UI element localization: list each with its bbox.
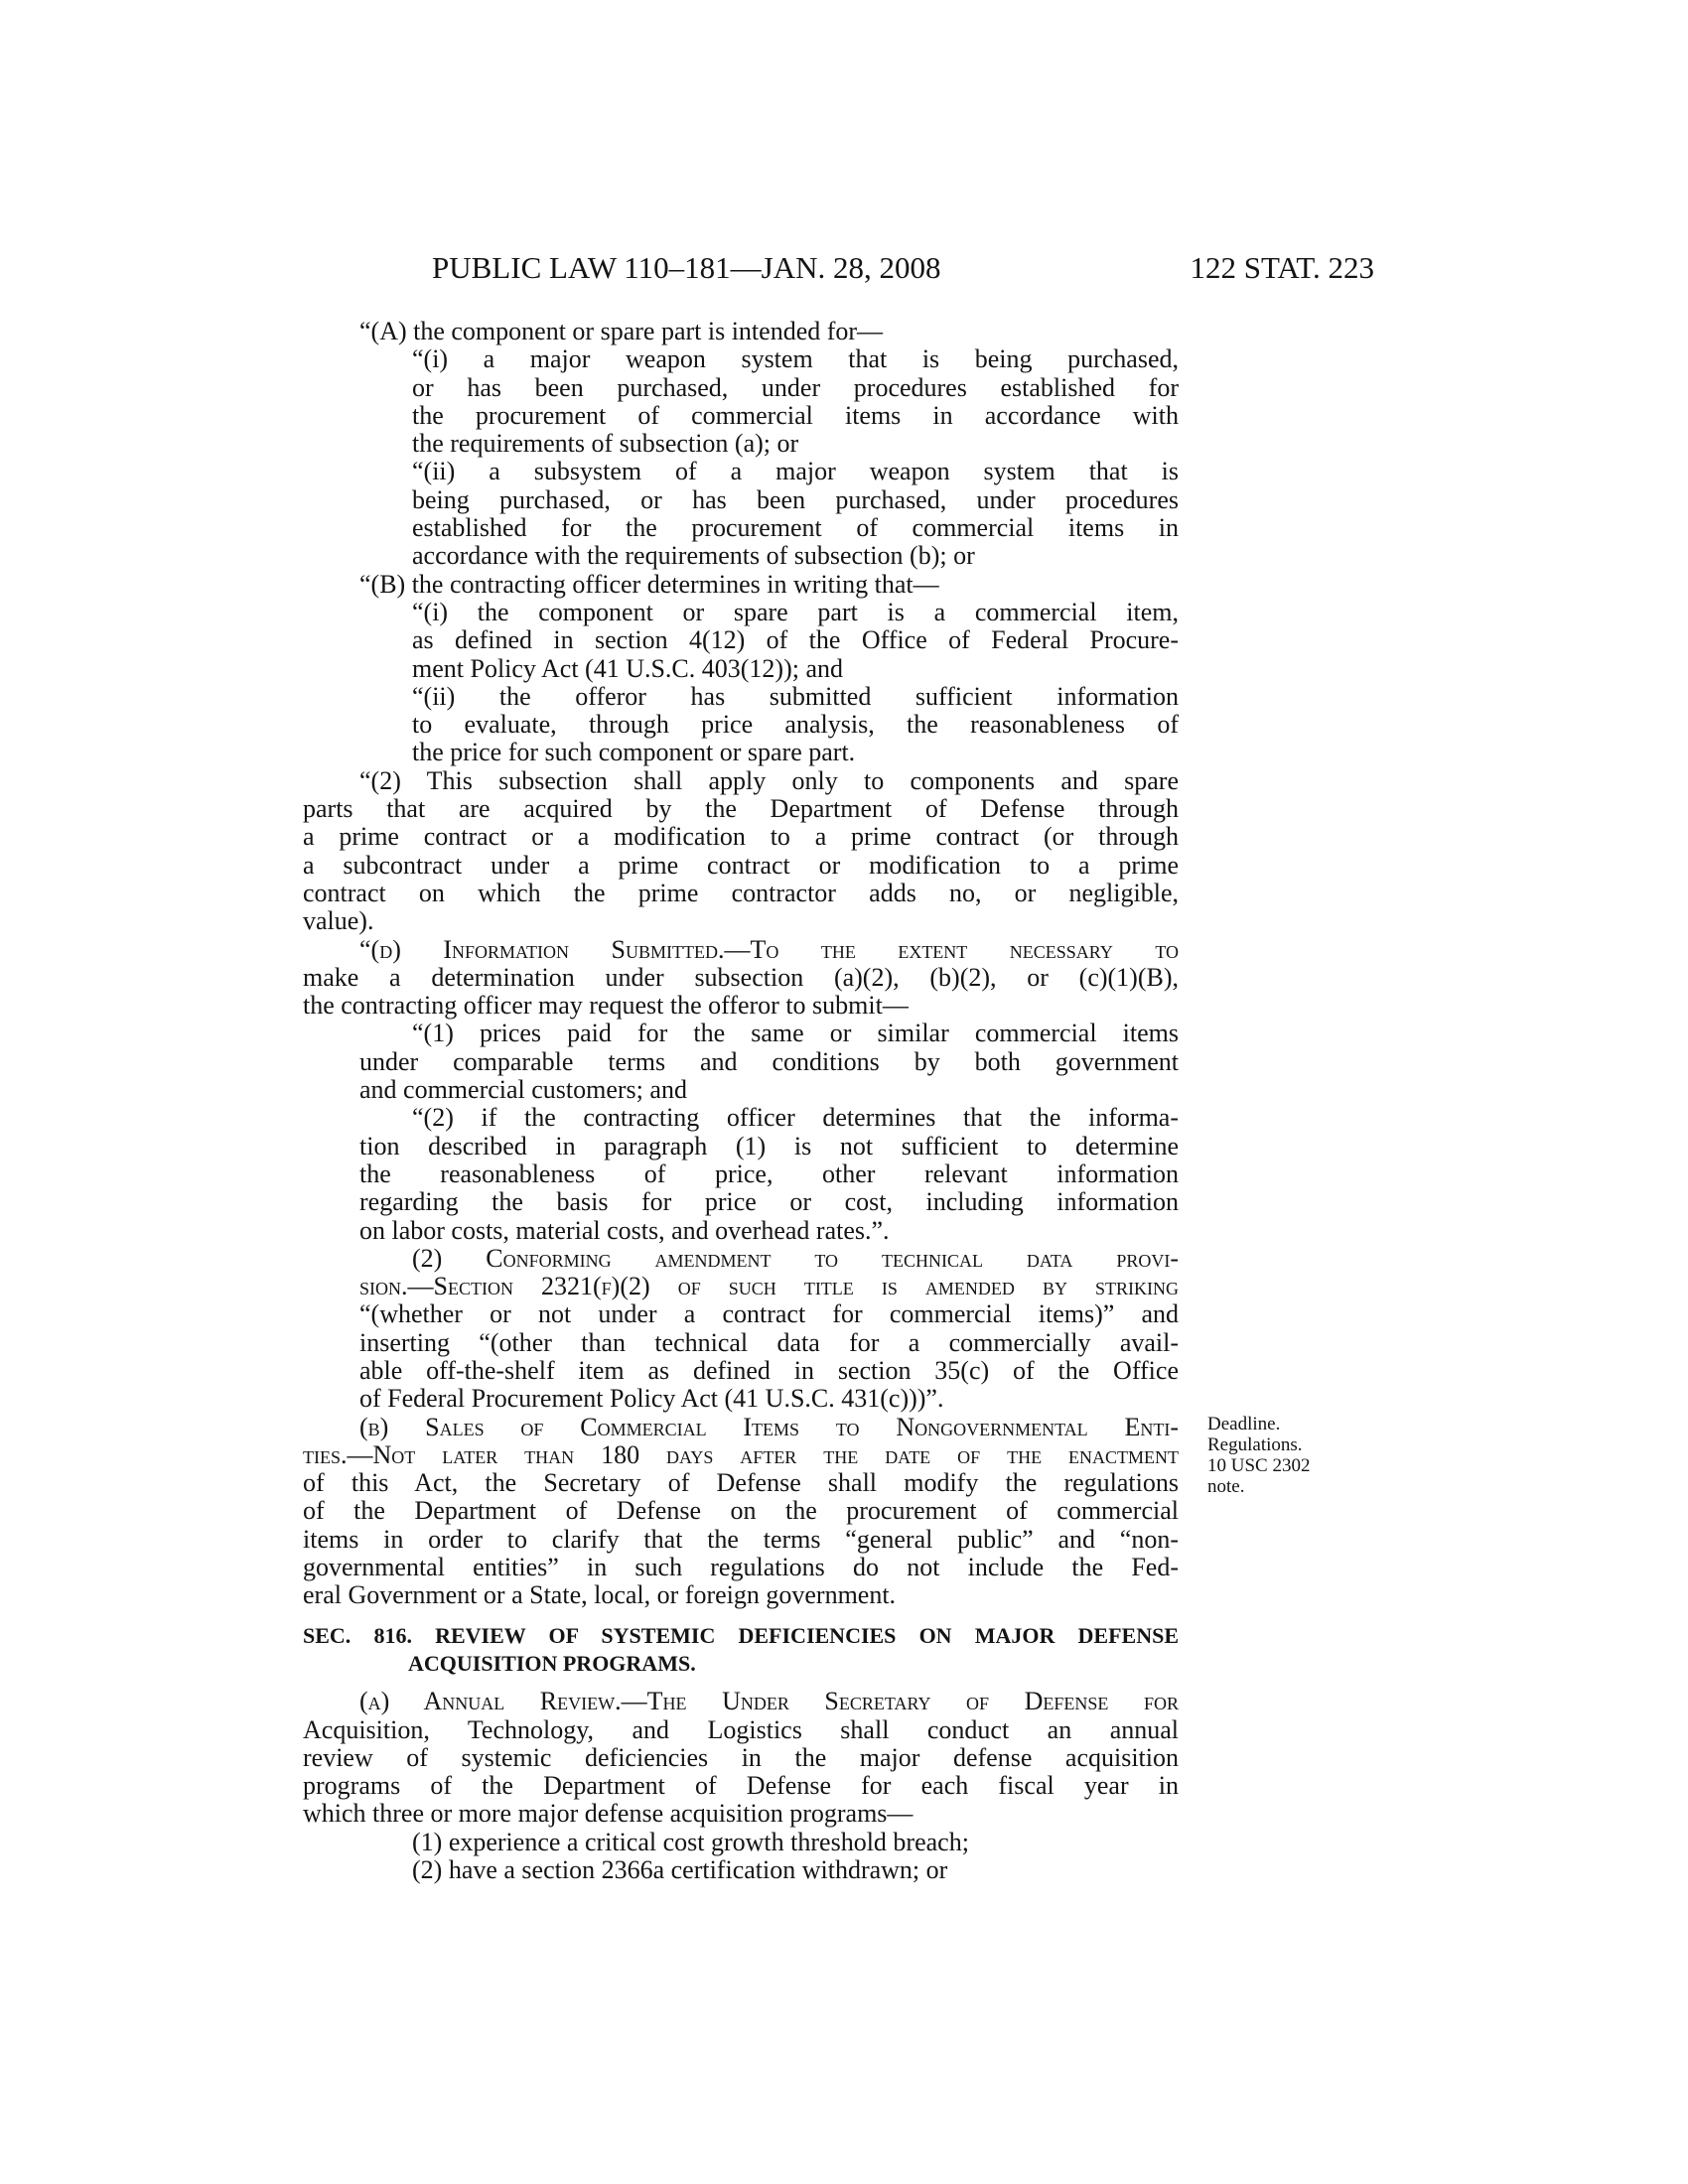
- text-line: value).: [303, 906, 374, 936]
- text-line: contract on which the prime contractor adds no, or negligible,: [303, 878, 1179, 907]
- margin-note-line: Deadline.: [1207, 1414, 1281, 1434]
- text-line: or has been purchased, under procedures established for: [412, 372, 1179, 402]
- text-line: the reasonableness of price, other relevant information: [359, 1159, 1179, 1188]
- text-line: established for the procurement of commercial items in: [412, 513, 1179, 543]
- text-line: which three or more major defense acquisition programs—: [303, 1799, 914, 1829]
- document-body: [303, 318, 1179, 1884]
- text-line: of the Department of Defense on the procurement of commercial: [303, 1496, 1179, 1526]
- text-line: make a determination under subsection (a)(2), (b)(2), or (c)(1)(B),: [303, 962, 1179, 992]
- text-line: “(B) the contracting officer determines in writing that—: [359, 569, 939, 599]
- running-header: PUBLIC LAW 110–181—JAN. 28, 2008: [432, 250, 941, 285]
- text-line: the requirements of subsection (a); or: [412, 429, 799, 459]
- text-line: (b) Sales of Commercial Items to Nongovernmental Enti-: [359, 1412, 1179, 1441]
- text-line: “(ii) the offeror has submitted sufficient information: [412, 681, 1179, 711]
- text-line: tion described in paragraph (1) is not sufficient to determine: [359, 1131, 1179, 1160]
- text-line: of this Act, the Secretary of Defense shall modify the regulations: [303, 1468, 1179, 1498]
- text-line: inserting “(other than technical data for a commercially avail-: [359, 1327, 1179, 1357]
- text-line: “(i) a major weapon system that is being purchased,: [412, 344, 1179, 374]
- text-line: parts that are acquired by the Department of Defense through: [303, 794, 1179, 824]
- text-line: items in order to clarify that the terms “general public” and “non-: [303, 1524, 1179, 1554]
- text-line: “(whether or not under a contract for commercial items)” and: [359, 1299, 1179, 1329]
- text-line: the price for such component or spare part.: [412, 738, 856, 767]
- text-line: as defined in section 4(12) of the Office of Federal Procure-: [412, 625, 1179, 655]
- text-line: accordance with the requirements of subsection (b); or: [412, 541, 975, 571]
- margin-note-line: Regulations.: [1207, 1434, 1303, 1455]
- text-line: review of systemic deficiencies in the major defense acquisition: [303, 1742, 1179, 1772]
- text-line: on labor costs, material costs, and overhead rates.”.: [359, 1215, 890, 1245]
- text-line: ties.—Not later than 180 days after the date of the enactment: [303, 1439, 1179, 1469]
- text-line: the contracting officer may request the offeror to submit—: [303, 991, 909, 1021]
- text-line: “(d) Information Submitted.—To the extent necessary to: [359, 934, 1179, 964]
- text-line: “(2) This subsection shall apply only to components and spare: [359, 765, 1179, 795]
- section-heading-continued: ACQUISITION PROGRAMS.: [408, 1650, 696, 1676]
- text-line: being purchased, or has been purchased, under procedures: [412, 484, 1179, 514]
- text-line: “(i) the component or spare part is a commercial item,: [412, 597, 1179, 626]
- text-line: Acquisition, Technology, and Logistics shall conduct an annual: [303, 1714, 1179, 1744]
- text-line: governmental entities” in such regulations do not include the Fed-: [303, 1553, 1179, 1582]
- text-line: of Federal Procurement Policy Act (41 U.S.C. 431(c)))”.: [359, 1384, 944, 1414]
- text-line: and commercial customers; and: [359, 1075, 687, 1105]
- text-line: to evaluate, through price analysis, the reasonableness of: [412, 710, 1179, 740]
- text-line: ment Policy Act (41 U.S.C. 403(12)); and: [412, 653, 844, 683]
- page-number: 122 STAT. 223: [1190, 250, 1374, 285]
- text-line: “(2) if the contracting officer determines that the informa-: [412, 1103, 1179, 1133]
- text-line: regarding the basis for price or cost, including information: [359, 1187, 1179, 1217]
- text-line: (2) have a section 2366a certification withdrawn; or: [412, 1855, 948, 1885]
- margin-note: [1207, 1414, 1356, 1497]
- text-line: the procurement of commercial items in accordance with: [412, 400, 1179, 430]
- text-line: (2) Conforming amendment to technical data provi-: [412, 1243, 1179, 1273]
- text-line: sion.—Section 2321(f)(2) of such title is amended by striking: [359, 1272, 1179, 1301]
- text-line: eral Government or a State, local, or foreign government.: [303, 1580, 897, 1610]
- text-line: a prime contract or a modification to a prime contract (or through: [303, 822, 1179, 852]
- margin-note-line: 10 USC 2302: [1207, 1455, 1311, 1476]
- text-line: (a) Annual Review.—The Under Secretary of Defense for: [359, 1687, 1179, 1716]
- text-line: “(ii) a subsystem of a major weapon system that is: [412, 457, 1179, 486]
- text-line: (1) experience a critical cost growth threshold breach;: [412, 1827, 969, 1856]
- text-line: “(1) prices paid for the same or similar commercial items: [412, 1019, 1179, 1048]
- text-line: able off-the-shelf item as defined in section 35(c) of the Office: [359, 1355, 1179, 1385]
- text-line: “(A) the component or spare part is intended for—: [359, 317, 884, 345]
- section-heading: SEC. 816. REVIEW OF SYSTEMIC DEFICIENCIES ON MAJOR DEFENSE: [303, 1622, 1179, 1648]
- margin-note-line: note.: [1207, 1476, 1245, 1497]
- text-line: a subcontract under a prime contract or modification to a prime: [303, 850, 1179, 880]
- text-line: under comparable terms and conditions by both government: [359, 1046, 1179, 1076]
- text-line: programs of the Department of Defense for each fiscal year in: [303, 1771, 1179, 1801]
